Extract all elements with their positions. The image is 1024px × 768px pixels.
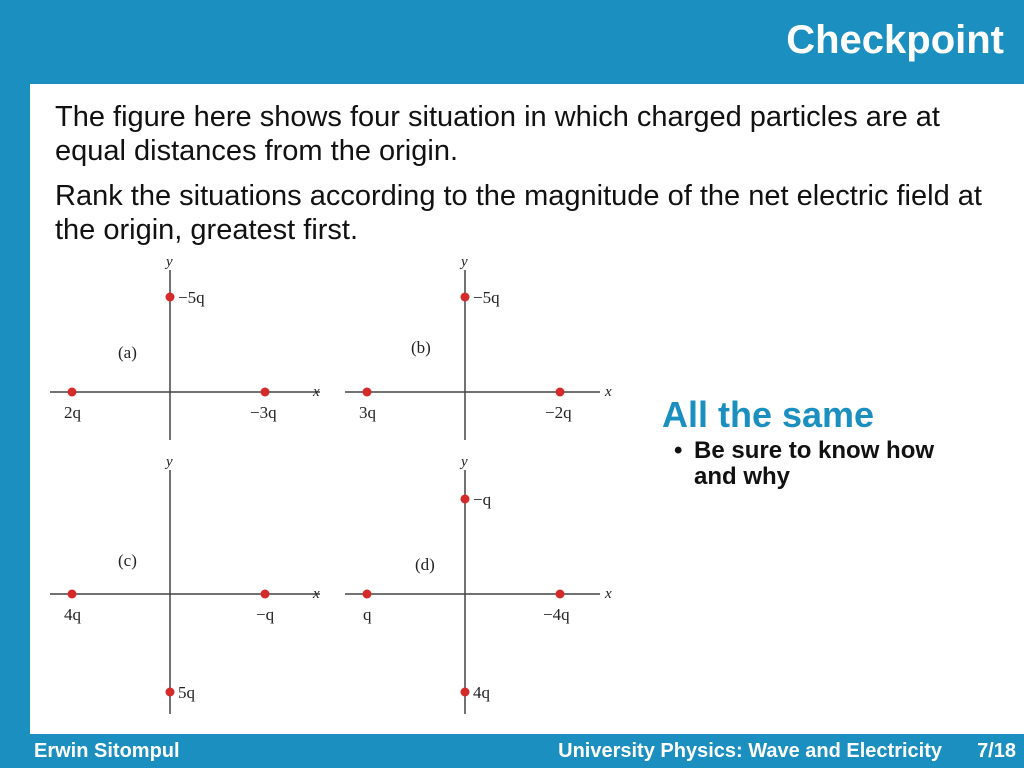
- panel-d-y-label: y: [461, 454, 468, 470]
- charge-b-top-label: −5q: [473, 288, 500, 307]
- panel-b-x-label: x: [605, 384, 612, 400]
- charge-d-bottom-label: 4q: [473, 683, 490, 702]
- panel-b-y-label: y: [461, 254, 468, 270]
- panel-d: [345, 454, 612, 714]
- charge-a-right: [261, 388, 270, 397]
- panel-b: [345, 254, 612, 440]
- question-paragraph-2: Rank the situations according to the magnitude of the net electric field at the origin, greatest first.: [55, 180, 982, 246]
- charge-c-left-label: 4q: [64, 605, 81, 624]
- charge-c-right-label: −q: [256, 605, 275, 624]
- charge-d-top: [461, 495, 470, 504]
- charge-c-bottom: [166, 688, 175, 697]
- charge-a-top-label: −5q: [178, 288, 205, 307]
- charge-c-left: [68, 590, 77, 599]
- charge-b-right: [556, 388, 565, 397]
- charge-b-right-label: −2q: [545, 403, 572, 422]
- charge-d-left-label: q: [363, 605, 372, 624]
- charge-d-right-label: −4q: [543, 605, 570, 624]
- charge-diagram: [50, 252, 630, 724]
- panel-d-x-label: x: [605, 586, 612, 602]
- charge-d-bottom: [461, 688, 470, 697]
- footer-page-number: 7/18: [977, 740, 1016, 762]
- charge-a-left-label: 2q: [64, 403, 81, 422]
- panel-c-x-label: x: [313, 586, 320, 602]
- footer-course: University Physics: Wave and Electricity: [558, 740, 942, 762]
- answer-bullet: [674, 438, 974, 490]
- answer-bullet-text: Be sure to know how and why: [694, 437, 935, 490]
- panel-c-label: (c): [118, 551, 137, 570]
- charge-b-top: [461, 293, 470, 302]
- answer-title: All the same: [662, 394, 875, 435]
- panel-a-label: (a): [118, 343, 137, 362]
- charge-d-left: [363, 590, 372, 599]
- panel-d-label: (d): [415, 555, 435, 574]
- charge-d-right: [556, 590, 565, 599]
- slide-body: [30, 84, 1024, 734]
- charge-b-left-label: 3q: [359, 403, 376, 422]
- slide-title: Checkpoint: [786, 18, 1004, 62]
- charge-c-right: [261, 590, 270, 599]
- charge-c-bottom-label: 5q: [178, 683, 195, 702]
- charge-a-right-label: −3q: [250, 403, 277, 422]
- question-paragraph-1: The figure here shows four situation in which charged particles are at equal distances from the origin.: [55, 101, 940, 167]
- charge-a-top: [166, 293, 175, 302]
- charge-a-left: [68, 388, 77, 397]
- charge-d-top-label: −q: [473, 490, 492, 509]
- panel-c: [50, 454, 320, 714]
- panel-c-y-label: y: [166, 454, 173, 470]
- bullet-marker: •: [674, 437, 683, 464]
- panel-a-x-label: x: [313, 384, 320, 400]
- charge-b-left: [363, 388, 372, 397]
- panel-b-label: (b): [411, 338, 431, 357]
- panel-a: [50, 254, 320, 440]
- panel-a-y-label: y: [166, 254, 173, 270]
- footer-author: Erwin Sitompul: [34, 740, 180, 762]
